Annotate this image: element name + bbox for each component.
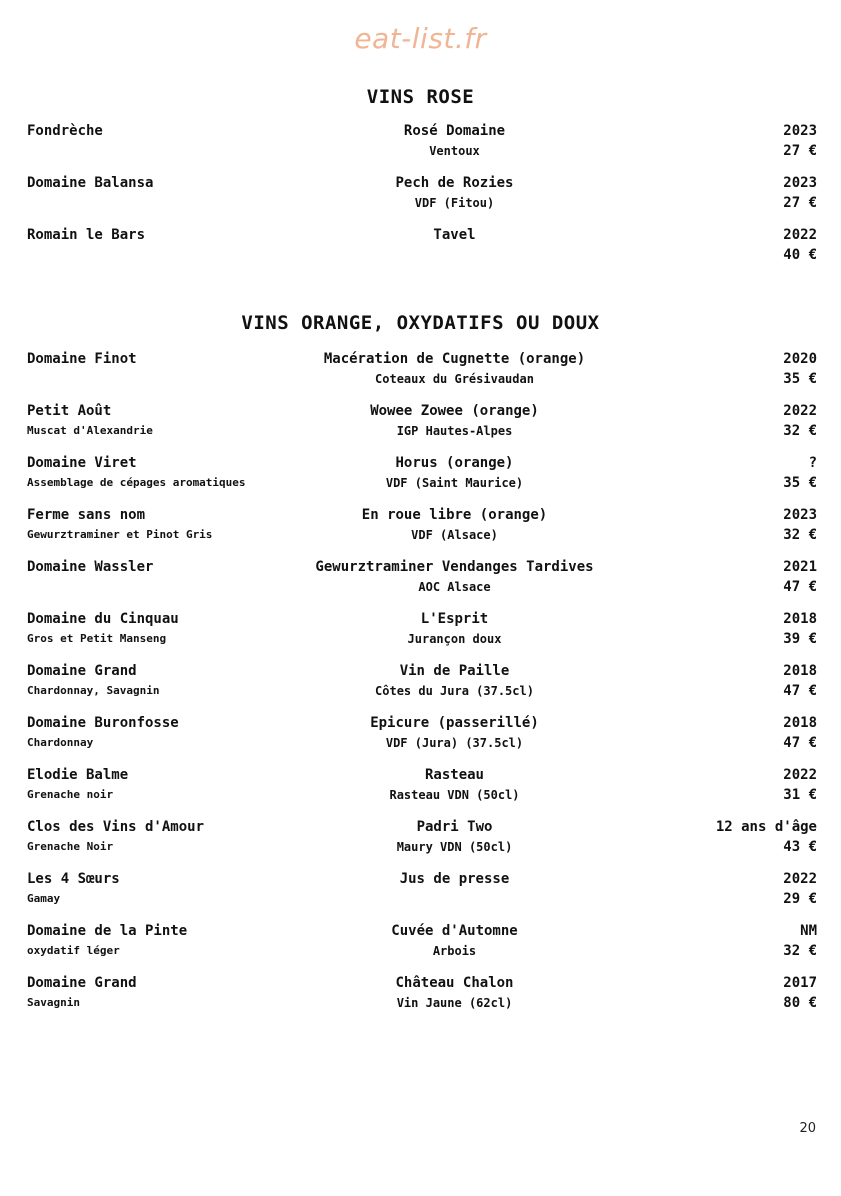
- wine-producer: Domaine Wassler: [27, 559, 154, 575]
- wine-year: 2022: [783, 767, 817, 783]
- wine-cepage: Assemblage de cépages aromatiques: [27, 476, 246, 489]
- wine-price: 27 €: [783, 195, 817, 211]
- wine-appellation: Ventoux: [429, 144, 480, 158]
- wine-cepage: Grenache noir: [27, 788, 114, 801]
- wine-entry: [27, 351, 817, 403]
- wine-producer: Romain le Bars: [27, 227, 146, 243]
- wine-producer: Domaine Finot: [27, 351, 137, 367]
- wine-cepage: Savagnin: [27, 996, 80, 1009]
- wine-cuvee: Cuvée d'Automne: [391, 923, 518, 939]
- wine-entry: [27, 175, 817, 227]
- wine-entry: [27, 559, 817, 611]
- wine-producer: Les 4 Sœurs: [27, 871, 120, 887]
- wine-appellation: IGP Hautes-Alpes: [396, 424, 513, 438]
- wine-entry: [27, 227, 817, 279]
- wine-price: 31 €: [783, 787, 817, 803]
- wine-entry: [27, 975, 817, 1027]
- wine-producer: Domaine de la Pinte: [27, 923, 188, 939]
- wine-producer: Petit Août: [27, 403, 112, 419]
- wine-price: 47 €: [783, 579, 817, 595]
- wine-cepage: Muscat d'Alexandrie: [27, 424, 153, 437]
- watermark-logo: eat-list.fr: [354, 22, 487, 55]
- wine-cepage: Chardonnay: [27, 736, 94, 749]
- wine-year: 12 ans d'âge: [715, 819, 817, 835]
- wine-cepage: Gamay: [27, 892, 61, 905]
- wine-year: 2020: [783, 351, 817, 367]
- wine-entry: [27, 715, 817, 767]
- section-title-rose: VINS ROSE: [366, 86, 475, 108]
- wine-entry: [27, 123, 817, 175]
- wine-price: 32 €: [783, 943, 817, 959]
- wine-appellation: VDF (Saint Maurice): [385, 476, 524, 490]
- wine-year: 2022: [783, 403, 817, 419]
- wine-list-rose: [27, 123, 817, 279]
- wine-entry: [27, 455, 817, 507]
- wine-list-orange: [27, 351, 817, 1027]
- wine-producer: Domaine du Cinquau: [27, 611, 179, 627]
- wine-appellation: Vin Jaune (62cl): [396, 996, 513, 1010]
- wine-cuvee: L'Esprit: [420, 611, 489, 627]
- wine-appellation: Arbois: [432, 944, 477, 958]
- wine-price: 80 €: [783, 995, 817, 1011]
- wine-appellation: VDF (Alsace): [411, 528, 498, 542]
- wine-cuvee: Macération de Cugnette (orange): [323, 351, 586, 367]
- wine-cuvee: Rasteau: [424, 767, 484, 783]
- wine-cuvee: Jus de presse: [399, 871, 510, 887]
- wine-entry: [27, 871, 817, 923]
- wine-entry: [27, 663, 817, 715]
- wine-cepage: Gros et Petit Manseng: [27, 632, 167, 645]
- wine-cepage: Grenache Noir: [27, 840, 114, 853]
- wine-year: 2018: [783, 663, 817, 679]
- wine-price: 43 €: [783, 839, 817, 855]
- wine-appellation: VDF (Fitou): [414, 196, 495, 210]
- wine-year: NM: [800, 923, 817, 939]
- wine-price: 47 €: [783, 683, 817, 699]
- wine-year: 2022: [783, 871, 817, 887]
- wine-appellation: Maury VDN (50cl): [396, 840, 513, 854]
- wine-cuvee: Horus (orange): [395, 455, 514, 471]
- wine-entry: [27, 507, 817, 559]
- wine-price: 27 €: [783, 143, 817, 159]
- wine-producer: Clos des Vins d'Amour: [27, 819, 205, 835]
- wine-appellation: AOC Alsace: [418, 580, 491, 594]
- wine-year: 2021: [783, 559, 817, 575]
- wine-cuvee: Padri Two: [416, 819, 493, 835]
- wine-price: 32 €: [783, 423, 817, 439]
- wine-year: ?: [808, 455, 817, 471]
- wine-year: 2017: [783, 975, 817, 991]
- wine-appellation: Coteaux du Grésivaudan: [375, 372, 534, 386]
- wine-year: 2018: [783, 715, 817, 731]
- wine-price: 35 €: [783, 371, 817, 387]
- wine-year: 2022: [783, 227, 817, 243]
- wine-year: 2018: [783, 611, 817, 627]
- wine-entry: [27, 923, 817, 975]
- wine-price: 35 €: [783, 475, 817, 491]
- wine-cuvee: Wowee Zowee (orange): [370, 403, 539, 419]
- wine-year: 2023: [783, 507, 817, 523]
- wine-entry: [27, 403, 817, 455]
- wine-producer: Domaine Grand: [27, 975, 137, 991]
- wine-cuvee: Rosé Domaine: [403, 123, 506, 139]
- wine-year: 2023: [783, 123, 817, 139]
- wine-cuvee: Château Chalon: [395, 975, 514, 991]
- page-number: 20: [799, 1121, 816, 1136]
- wine-price: 40 €: [783, 247, 817, 263]
- wine-cuvee: Vin de Paille: [399, 663, 510, 679]
- wine-price: 47 €: [783, 735, 817, 751]
- wine-entry: [27, 819, 817, 871]
- wine-producer: Fondrèche: [27, 123, 103, 139]
- wine-producer: Domaine Balansa: [27, 175, 154, 191]
- wine-producer: Elodie Balme: [27, 767, 129, 783]
- wine-cuvee: Gewurztraminer Vendanges Tardives: [315, 559, 594, 575]
- wine-producer: Ferme sans nom: [27, 507, 146, 523]
- wine-producer: Domaine Grand: [27, 663, 137, 679]
- wine-cuvee: Tavel: [433, 227, 476, 243]
- wine-cuvee: Pech de Rozies: [395, 175, 514, 191]
- section-title-orange: VINS ORANGE, OXYDATIFS OU DOUX: [241, 312, 600, 334]
- wine-appellation: Côtes du Jura (37.5cl): [375, 684, 534, 698]
- wine-cepage: Chardonnay, Savagnin: [27, 684, 160, 697]
- wine-appellation: Jurançon doux: [407, 632, 502, 646]
- wine-producer: Domaine Viret: [27, 455, 137, 471]
- wine-year: 2023: [783, 175, 817, 191]
- wine-appellation: VDF (Jura) (37.5cl): [385, 736, 524, 750]
- wine-price: 32 €: [783, 527, 817, 543]
- wine-entry: [27, 611, 817, 663]
- wine-cepage: oxydatif léger: [27, 944, 120, 957]
- wine-price: 29 €: [783, 891, 817, 907]
- wine-cuvee: En roue libre (orange): [361, 507, 548, 523]
- wine-appellation: Rasteau VDN (50cl): [389, 788, 520, 802]
- wine-cuvee: Epicure (passerillé): [370, 715, 539, 731]
- wine-cepage: Gewurztraminer et Pinot Gris: [27, 528, 213, 541]
- wine-producer: Domaine Buronfosse: [27, 715, 179, 731]
- wine-entry: [27, 767, 817, 819]
- wine-price: 39 €: [783, 631, 817, 647]
